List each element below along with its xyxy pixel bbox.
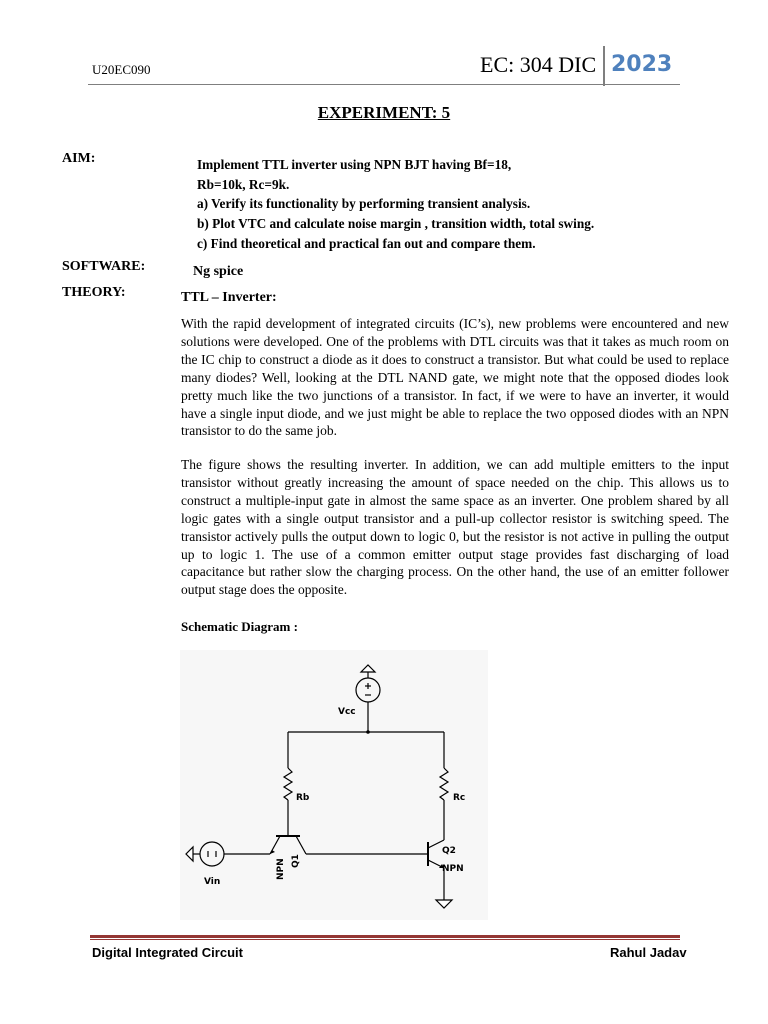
roll-number: U20EC090 — [92, 62, 151, 77]
q2-type-label: NPN — [442, 864, 464, 874]
aim-line: a) Verify its functionality by performing transient analysis. — [197, 196, 531, 212]
software-label: SOFTWARE: — [62, 259, 146, 274]
experiment-title: EXPERIMENT: 5 — [317, 103, 451, 122]
footer-rule-thin — [90, 939, 680, 940]
header-divider — [603, 46, 605, 86]
vcc-label: Vcc — [338, 707, 356, 717]
aim-line: Rb=10k, Rc=9k. — [197, 176, 290, 192]
header-year: 2023 — [611, 52, 673, 77]
aim-line: c) Find theoretical and practical fan out and compare them. — [197, 235, 536, 251]
aim-line: b) Plot VTC and calculate noise margin , transition width, total swing. — [197, 216, 595, 232]
theory-paragraph: With the rapid development of integrated circuits (IC’s), new problems were encountered and new solutions were developed. One of the problems with DTL circuits was that it takes as much room on the IC chip to construct a diode as it does to construct a transistor. But what could be used to replace many diodes? Well, looking at the DTL NAND gate, we might note that the opposed diodes look pretty much like the two junctions of a transistor. In fact, if we were to have an inverter, it would have a single input diode, and we just might be able to replace the two opposed diodes with an NPN transistor to do the same job. — [181, 316, 729, 439]
software-value: Ng spice — [193, 264, 244, 279]
q2-label: Q2 — [442, 846, 456, 856]
schematic-heading: Schematic Diagram : — [181, 619, 298, 634]
footer-subject: Digital Integrated Circuit — [92, 945, 243, 960]
rb-label: Rb — [296, 793, 310, 803]
ttl-inverter-schematic — [180, 650, 488, 920]
header-rule — [88, 84, 680, 85]
footer-author: Rahul Jadav — [610, 945, 687, 960]
theory-paragraph: The figure shows the resulting inverter. In addition, we can add multiple emitters to the input transistor without greatly increasing the amount of space needed on the chip. This allows us to construct a multiple-input gate in almost the same space as an inverter. One problem shared by all logic gates with a single output transistor and a pull-up collector resistor is switching speed. The transistor actively pulls the output down to logic 0, but the resistor is not active in pulling the output up to logic 1. The use of a common emitter output stage provides fast discharging of load capacitance but rather slow the charging process. On the other hand, the use of an emitter follower output stage does the opposite. — [181, 457, 729, 598]
theory-label: THEORY: — [62, 285, 126, 300]
footer-rule — [90, 935, 680, 938]
q1-type-label: NPN — [276, 858, 286, 880]
theory-title: TTL – Inverter: — [181, 290, 277, 305]
rc-label: Rc — [453, 793, 466, 803]
q1-label: Q1 — [291, 854, 301, 868]
vin-label: Vin — [204, 877, 221, 887]
aim-text — [197, 155, 594, 254]
aim-line: Implement TTL inverter using NPN BJT having Bf=18, — [197, 157, 512, 172]
course-code: EC: 304 DIC — [480, 52, 597, 77]
aim-label: AIM: — [62, 151, 96, 166]
